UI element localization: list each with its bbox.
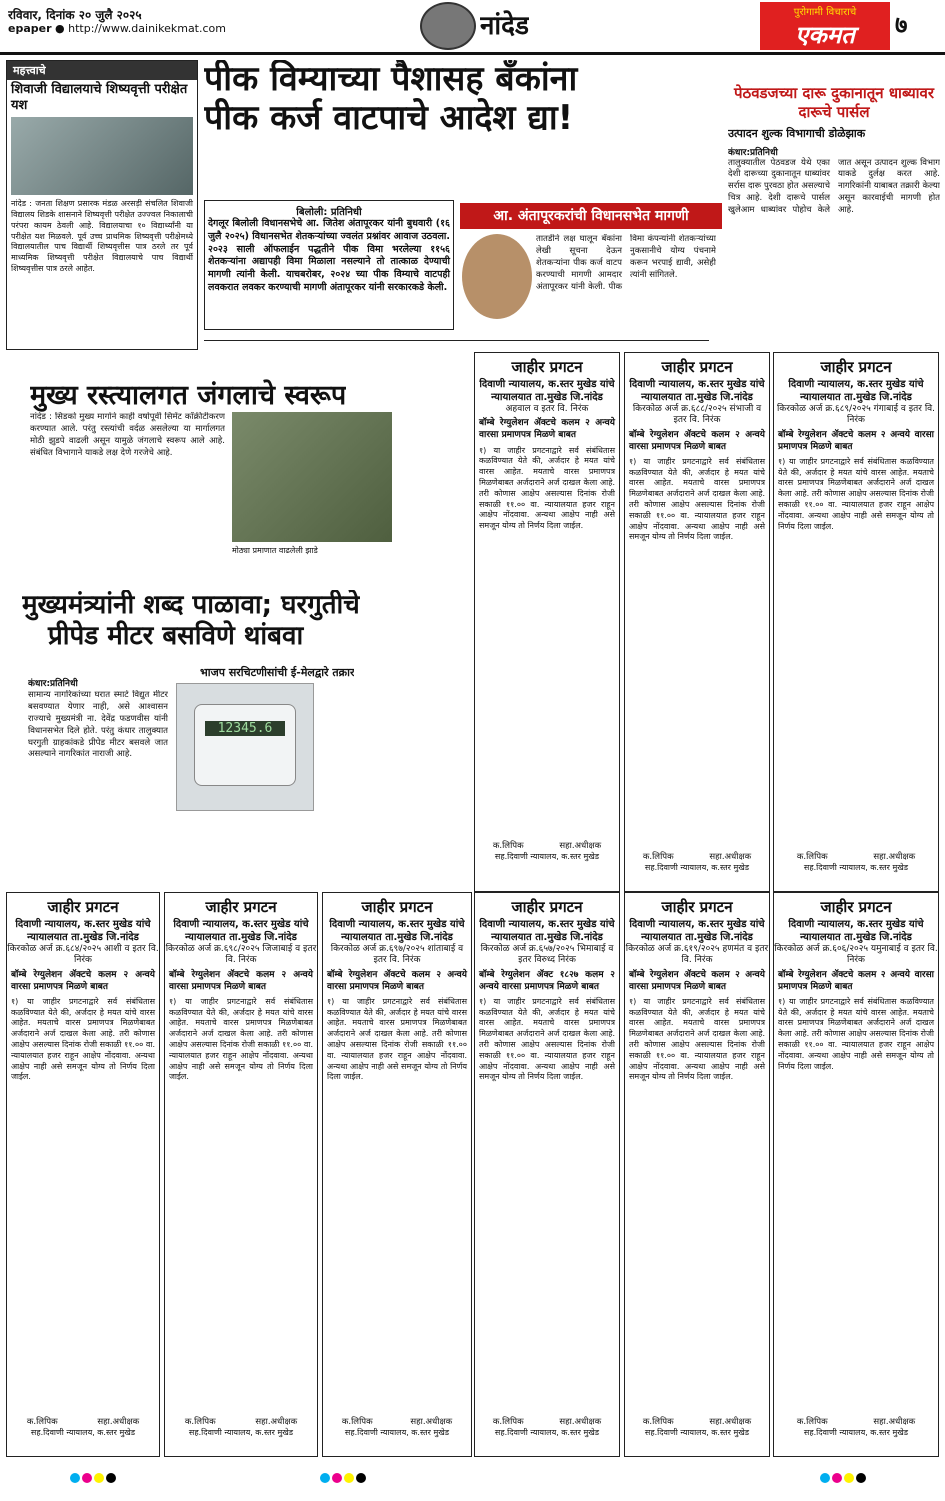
court-notice xyxy=(773,352,939,892)
notice-court: दिवाणी न्यायालय, क.स्तर मुखेड यांचे न्यायालयात ता.मुखेड जि.नांदेड xyxy=(629,919,765,943)
epaper-line: epaper ● http://www.dainikekmat.com xyxy=(8,22,226,35)
notice-court: दिवाणी न्यायालय, क.स्तर मुखेड यांचे न्यायालयात ता.मुखेड जि.नांदेड xyxy=(788,379,924,403)
notice-title: जाहीर प्रगटन xyxy=(511,358,583,376)
story2-body: नांदेड : सिडको मुख्य मार्गाने काही वर्षापूर्वी सिमेंट काँक्रीटीकरण करण्यात आले. परंतु रस्त्यांची वर्दळ असलेल्या या मार्गालगत मोठी झुडपे वाढली असून यामुळे जंगलाचे स्वरूप आले आहे. संबंधित विभागाने याकडे लक्ष देणे गरजेचे आहे. xyxy=(30,412,225,458)
masthead-logo xyxy=(760,2,890,50)
notice-court: दिवाणी न्यायालय, क.स्तर मुखेड यांचे न्यायालयात ता.मुखेड जि.नांदेड xyxy=(479,919,615,943)
notice-sig-supt: सहा.अधीक्षक xyxy=(559,840,602,851)
notice-case: किरकोळ अर्ज क्र.६९८/२०२५ जिजाबाई व इतर वि. निरंक xyxy=(165,944,317,966)
notice-sig-supt: सहा.अधीक्षक xyxy=(255,1416,298,1427)
notice-body: १) या जाहीर प्रगटनाद्वारे सर्व संबंधितास कळविण्यात येते की, अर्जदार हे मयत यांचे वारस आहेत. मयताचे वारस प्रमाणपत्र मिळणेबाबत अर्जदाराने अर्ज दाखल केला आहे. तरी कोणास आक्षेप असल्यास दिनांक रोजी सकाळी ११.०० वा. न्यायालयात हजर राहून आक्षेप नोंदवावा. अन्यथा आक्षेप नाही असे समजून योग्य तो निर्णय दिला जाईल. xyxy=(11,996,155,1082)
color-bar-left xyxy=(70,1468,118,1487)
brief-label: महत्त्वाचे xyxy=(7,61,197,80)
mla-photo xyxy=(462,234,532,319)
site-url[interactable]: http://www.dainikekmat.com xyxy=(68,22,226,35)
right-story-byline: कंधार:प्रतिनिधी xyxy=(728,147,778,158)
brief-body: नांदेड : जनता शिक्षण प्रसारक मंडळ अरसड़ी संचलित शिवाजी विद्यालय शिडके शासनाने शिष्यवृत्ती परीक्षेत उज्ज्वल निकालाची परंपरा कायम ठेवली आहे. विद्यालयाचा १० विद्यार्थ्यांनी या परीक्षेत यश मिळवले. पूर्व उच्च प्राथमिक शिष्यवृत्ती परीक्षेमध्ये विद्यालयातील पाच विद्यार्थी शिष्यवृत्तीस पात्र ठरले तर पूर्व माध्यमिक शिष्यवृत्ती परीक्षेत विद्यालयाचे पाच विद्यार्थी शिष्यवृत्तीस पात्र ठरले आहेत. xyxy=(11,199,193,273)
right-story-body: तालुक्यातील पेठवडज येथे एका देशी दारूच्या दुकानातून धाब्यांवर सर्रास दारू पुरवठा होत असल्याचे चित्र आहे. देशी दारूचे पार्सल खुलेआम धाब्यांवर पोहोच केले जात असून उत्पादन शुल्क विभाग याकडे दुर्लक्ष करत आहे. नागरिकांनी याबाबत तक्रारी केल्या असून कारवाईची मागणी होत आहे. xyxy=(728,157,940,216)
notice-case: किरकोळ अर्ज क्र.६८९/२०२५ गंगाबाई व इतर वि. निरंक xyxy=(776,404,936,426)
notice-footer: सह.दिवाणी न्यायालय, क.स्तर मुखेड xyxy=(344,1427,450,1437)
notice-sig-supt: सहा.अधीक्षक xyxy=(559,1416,602,1427)
notice-body: १) या जाहीर प्रगटनाद्वारे सर्व संबंधितास कळविण्यात येते की, अर्जदार हे मयत यांचे वारस आहेत. मयताचे वारस प्रमाणपत्र मिळणेबाबत अर्जदाराने अर्ज दाखल केला आहे. तरी कोणास आक्षेप असल्यास दिनांक रोजी सकाळी ११.०० वा. न्यायालयात हजर राहून आक्षेप नोंदवावा. अन्यथा आक्षेप नाही असे समजून योग्य तो निर्णय दिला जाईल. xyxy=(479,445,615,531)
notice-title: जाहीर प्रगटन xyxy=(820,898,892,916)
notice-heading: बॉम्बे रेग्युलेशन ॲक्टचे कलम २ अन्वये वारसा प्रमाणपत्र मिळणे बाबत xyxy=(169,969,313,992)
court-notice xyxy=(624,892,770,1457)
edition-city: नांदेड xyxy=(480,11,529,41)
notice-case: किरकोळ अर्ज क्र.६०६/२०२५ यमुनाबाई व इतर वि. निरंक xyxy=(774,944,938,966)
court-notice xyxy=(164,892,318,1457)
notice-footer: सह.दिवाणी न्यायालय, क.स्तर मुखेड xyxy=(803,1427,909,1437)
notice-body: १) या जाहीर प्रगटनाद्वारे सर्व संबंधितास कळविण्यात येते की, अर्जदार हे मयत यांचे वारस आहेत. मयताचे वारस प्रमाणपत्र मिळणेबाबत अर्जदाराने अर्ज दाखल केला आहे. तरी कोणास आक्षेप असल्यास दिनांक रोजी सकाळी ११.०० वा. न्यायालयात हजर राहून आक्षेप नोंदवावा. अन्यथा आक्षेप नाही असे समजून योग्य तो निर्णय दिला जाईल. xyxy=(479,996,615,1082)
lead-body: तातडीने लक्ष घालून बँकांना लेखी सूचना देऊन शेतकऱ्यांना पीक कर्ज वाटप करण्याची मागणी आमदार अंतापूरकर यांनी केली. पीक विमा कंपन्यांनी शेतकऱ्यांच्या नुकसानीचे योग्य पंचनामे करून भरपाई द्यावी, असेही त्यांनी सांगितले. xyxy=(536,234,716,292)
notice-heading: बॉम्बे रेग्युलेशन ॲक्टचे कलम २ अन्वये वारसा प्रमाणपत्र मिळणे बाबत xyxy=(778,429,934,452)
notice-sig-clerk: क.लिपिक xyxy=(642,851,674,862)
notice-body: १) या जाहीर प्रगटनाद्वारे सर्व संबंधितास कळविण्यात येते की, अर्जदार हे मयत यांचे वारस आहेत. मयताचे वारस प्रमाणपत्र मिळणेबाबत अर्जदाराने अर्ज दाखल केला आहे. तरी कोणास आक्षेप असल्यास दिनांक रोजी सकाळी ११.०० वा. न्यायालयात हजर राहून आक्षेप नोंदवावा. अन्यथा आक्षेप नाही असे समजून योग्य तो निर्णय दिला जाईल. xyxy=(778,996,934,1071)
lead-tagline: आ. अंतापूरकरांची विधानसभेत मागणी xyxy=(460,203,722,229)
notice-footer: सह.दिवाणी न्यायालय, क.स्तर मुखेड xyxy=(803,862,909,872)
notice-sig-supt: सहा.अधीक्षक xyxy=(709,1416,752,1427)
brief-title: शिवाजी विद्यालयाचे शिष्यवृत्ती परीक्षेत यश xyxy=(11,82,188,113)
notice-title: जाहीर प्रगटन xyxy=(511,898,583,916)
notice-court: दिवाणी न्यायालय, क.स्तर मुखेड यांचे न्यायालयात ता.मुखेड जि.नांदेड xyxy=(479,379,615,403)
electric-meter-photo xyxy=(176,683,314,811)
notice-court: दिवाणी न्यायालय, क.स्तर मुखेड यांचे न्यायालयात ता.मुखेड जि.नांदेड xyxy=(629,379,765,403)
lead-headline xyxy=(204,60,704,138)
notice-case: किरकोळ अर्ज क्र.६८८/२०२५ संभाजी व इतर वि. निरंक xyxy=(632,404,762,426)
story3-title-line1: मुख्यमंत्र्यांनी शब्द पाळावा; घरगुतीचे xyxy=(22,590,360,620)
notice-heading: बॉम्बे रेग्युलेशन ॲक्टचे कलम २ अन्वये वारसा प्रमाणपत्र मिळणे बाबत xyxy=(629,969,765,992)
roadside-bushes-photo xyxy=(232,412,392,542)
notice-title: जाहीर प्रगटन xyxy=(205,898,277,916)
issue-date: रविवार, दिनांक २० जुलै २०२५ xyxy=(8,8,142,22)
story2-caption: मोठ्या प्रमाणात वाढलेली झाडे xyxy=(232,546,318,555)
court-notice xyxy=(474,352,620,892)
meter-display: 12345.6 xyxy=(205,721,285,736)
court-notice xyxy=(773,892,939,1457)
notice-sig-clerk: क.लिपिक xyxy=(796,1416,828,1427)
story3-sub: भाजप सरचिटणीसांची ई-मेलद्वारे तक्रार xyxy=(200,666,355,679)
story2-title: मुख्य रस्त्यालगत जंगलाचे स्वरूप xyxy=(30,380,347,411)
lead-headline-line1: पीक विम्याच्या पैशासह बँकांना xyxy=(204,60,578,99)
notice-heading: बॉम्बे रेग्युलेशन ॲक्ट १८२७ कलम २ अन्वये वारसा प्रमाणपत्र मिळणे बाबत xyxy=(479,969,615,992)
notice-court: दिवाणी न्यायालय, क.स्तर मुखेड यांचे न्यायालयात ता.मुखेड जि.नांदेड xyxy=(173,919,309,943)
notice-title: जाहीर प्रगटन xyxy=(661,898,733,916)
notice-title: जाहीर प्रगटन xyxy=(361,898,433,916)
notice-court: दिवाणी न्यायालय, क.स्तर मुखेड यांचे न्यायालयात ता.मुखेड जि.नांदेड xyxy=(15,919,151,943)
notice-footer: सह.दिवाणी न्यायालय, क.स्तर मुखेड xyxy=(494,851,600,861)
city-emblem-icon xyxy=(420,2,476,50)
notice-sig-clerk: क.लिपिक xyxy=(642,1416,674,1427)
notice-heading: बॉम्बे रेग्युलेशन ॲक्टचे कलम २ अन्वये वारसा प्रमाणपत्र मिळणे बाबत xyxy=(479,418,615,441)
students-photo xyxy=(11,117,193,195)
right-story-title: पेठवडजच्या दारू दुकानातून धाब्यावर दारूचे पार्सल xyxy=(733,84,935,121)
notice-sig-clerk: क.लिपिक xyxy=(796,851,828,862)
notice-body: १) या जाहीर प्रगटनाद्वारे सर्व संबंधितास कळविण्यात येते की, अर्जदार हे मयत यांचे वारस आहेत. मयताचे वारस प्रमाणपत्र मिळणेबाबत अर्जदाराने अर्ज दाखल केला आहे. तरी कोणास आक्षेप असल्यास दिनांक रोजी सकाळी ११.०० वा. न्यायालयात हजर राहून आक्षेप नोंदवावा. अन्यथा आक्षेप नाही असे समजून योग्य तो निर्णय दिला जाईल. xyxy=(327,996,467,1082)
epaper-label: epaper xyxy=(8,22,52,35)
right-story-sub: उत्पादन शुल्क विभागाची डोळेझाक xyxy=(728,126,866,140)
notice-sig-clerk: क.लिपिक xyxy=(492,840,524,851)
notice-title: जाहीर प्रगटन xyxy=(820,358,892,376)
notice-case: किरकोळ अर्ज क्र.६८४/२०२५ आशी व इतर वि. निरंक xyxy=(7,944,159,966)
notice-sig-clerk: क.लिपिक xyxy=(492,1416,524,1427)
lead-intro-text: देगलूर बिलोली विधानसभेचे आ. जितेश अंतापूरकर यांनी बुधवारी (१६ जुलै २०२५) विधानसभेत शेतकऱ्यांच्या ज्वलंत प्रश्नांवर आवाज उठवला. २०२३ साली ऑफलाईन पद्धतीने पीक विमा भरलेल्या ११५६ शेतकऱ्यांना अद्यापही विमा मिळाला नसल्याने तो तात्काळ देण्याची मागणी त्यांनी केली. याचबरोबर, २०२४ च्या पीक विम्याचे वाटपही लवकरात लवकर करण्याची मागणी अंतापूरकर यांनी सरकारकडे केली. xyxy=(208,218,450,294)
notice-case: किरकोळ अर्ज क्र.६१९/२०२५ हणमंत व इतर वि. निरंक xyxy=(625,944,769,966)
divider xyxy=(204,340,709,341)
notice-sig-supt: सहा.अधीक्षक xyxy=(709,851,752,862)
notice-sig-supt: सहा.अधीक्षक xyxy=(410,1416,453,1427)
story3-body: सामान्य नागरिकांच्या घरात स्मार्ट विद्युत मीटर बसवण्यात येणार नाही, असे आश्वासन राज्याचे मुख्यमंत्री ना. देवेंद्र फडणवीस यांनी विधानसभेत दिले होते. परंतु कंधार तालुक्यात घरगुती ग्राहकांकडे प्रीपेड मीटर बसवले जात असल्याने नागरिकांत नाराजी आहे. xyxy=(28,690,168,760)
notice-title: जाहीर प्रगटन xyxy=(661,358,733,376)
right-story xyxy=(728,84,940,363)
story3-title-line2: प्रीपेड मीटर बसविणे थांबवा xyxy=(48,621,304,652)
notice-body: १) या जाहीर प्रगटनाद्वारे सर्व संबंधितास कळविण्यात येते की, अर्जदार हे मयत यांचे वारस आहेत. मयताचे वारस प्रमाणपत्र मिळणेबाबत अर्जदाराने अर्ज दाखल केला आहे. तरी कोणास आक्षेप असल्यास दिनांक रोजी सकाळी ११.०० वा. न्यायालयात हजर राहून आक्षेप नोंदवावा. अन्यथा आक्षेप नाही असे समजून योग्य तो निर्णय दिला जाईल. xyxy=(778,456,934,531)
notice-sig-clerk: क.लिपिक xyxy=(184,1416,216,1427)
notice-sig-supt: सहा.अधीक्षक xyxy=(873,1416,916,1427)
notice-title: जाहीर प्रगटन xyxy=(47,898,119,916)
notice-sig-clerk: क.लिपिक xyxy=(26,1416,58,1427)
notice-footer: सह.दिवाणी न्यायालय, क.स्तर मुखेड xyxy=(644,1427,750,1437)
notice-case: अहवाल व इतर वि. निरंक xyxy=(505,404,589,414)
story3-title xyxy=(22,590,360,652)
notice-body: १) या जाहीर प्रगटनाद्वारे सर्व संबंधितास कळविण्यात येते की, अर्जदार हे मयत यांचे वारस आहेत. मयताचे वारस प्रमाणपत्र मिळणेबाबत अर्जदाराने अर्ज दाखल केला आहे. तरी कोणास आक्षेप असल्यास दिनांक रोजी सकाळी ११.०० वा. न्यायालयात हजर राहून आक्षेप नोंदवावा. अन्यथा आक्षेप नाही असे समजून योग्य तो निर्णय दिला जाईल. xyxy=(629,456,765,542)
brand-name: एकमत xyxy=(795,21,855,49)
notice-heading: बॉम्बे रेग्युलेशन ॲक्टचे कलम २ अन्वये वारसा प्रमाणपत्र मिळणे बाबत xyxy=(11,969,155,992)
notice-body: १) या जाहीर प्रगटनाद्वारे सर्व संबंधितास कळविण्यात येते की, अर्जदार हे मयत यांचे वारस आहेत. मयताचे वारस प्रमाणपत्र मिळणेबाबत अर्जदाराने अर्ज दाखल केला आहे. तरी कोणास आक्षेप असल्यास दिनांक रोजी सकाळी ११.०० वा. न्यायालयात हजर राहून आक्षेप नोंदवावा. अन्यथा आक्षेप नाही असे समजून योग्य तो निर्णय दिला जाईल. xyxy=(169,996,313,1082)
notice-footer: सह.दिवाणी न्यायालय, क.स्तर मुखेड xyxy=(30,1427,136,1437)
color-bar-right xyxy=(820,1468,868,1487)
story3-byline: कंधार:प्रतिनिधी xyxy=(28,679,78,689)
notice-case: किरकोळ अर्ज क्र.६५७/२०२५ भिमाबाई व इतर विरुध्द निरंक xyxy=(480,944,614,966)
court-notice xyxy=(474,892,620,1457)
notice-heading: बॉम्बे रेग्युलेशन ॲक्टचे कलम २ अन्वये वारसा प्रमाणपत्र मिळणे बाबत xyxy=(327,969,467,992)
notice-court: दिवाणी न्यायालय, क.स्तर मुखेड यांचे न्यायालयात ता.मुखेड जि.नांदेड xyxy=(329,919,465,943)
notice-footer: सह.दिवाणी न्यायालय, क.स्तर मुखेड xyxy=(494,1427,600,1437)
header-rule xyxy=(0,52,945,55)
notice-sig-clerk: क.लिपिक xyxy=(341,1416,373,1427)
story2-col xyxy=(398,412,468,552)
notice-sig-supt: सहा.अधीक्षक xyxy=(873,851,916,862)
lead-byline: बिलोली: प्रतिनिधी xyxy=(296,207,362,218)
notice-case: किरकोळ अर्ज क्र.६९७/२०२५ शांताबाई व इतर वि. निरंक xyxy=(330,944,464,966)
notice-heading: बॉम्बे रेग्युलेशन ॲक्टचे कलम २ अन्वये वारसा प्रमाणपत्र मिळणे बाबत xyxy=(778,969,934,992)
court-notice xyxy=(624,352,770,892)
story3-col2 xyxy=(318,676,468,888)
lead-headline-line2: पीक कर्ज वाटपाचे आदेश द्या! xyxy=(204,98,574,139)
notice-heading: बॉम्बे रेग्युलेशन ॲक्टचे कलम २ अन्वये वारसा प्रमाणपत्र मिळणे बाबत xyxy=(629,429,765,452)
court-notice xyxy=(322,892,472,1457)
notice-body: १) या जाहीर प्रगटनाद्वारे सर्व संबंधितास कळविण्यात येते की, अर्जदार हे मयत यांचे वारस आहेत. मयताचे वारस प्रमाणपत्र मिळणेबाबत अर्जदाराने अर्ज दाखल केला आहे. तरी कोणास आक्षेप असल्यास दिनांक रोजी सकाळी ११.०० वा. न्यायालयात हजर राहून आक्षेप नोंदवावा. अन्यथा आक्षेप नाही असे समजून योग्य तो निर्णय दिला जाईल. xyxy=(629,996,765,1082)
notice-court: दिवाणी न्यायालय, क.स्तर मुखेड यांचे न्यायालयात ता.मुखेड जि.नांदेड xyxy=(788,919,924,943)
lead-intro xyxy=(204,200,454,330)
color-bar-mid xyxy=(320,1468,368,1487)
page-number: ७ xyxy=(895,11,908,39)
notice-footer: सह.दिवाणी न्यायालय, क.स्तर मुखेड xyxy=(644,862,750,872)
court-notice xyxy=(6,892,160,1457)
notice-sig-supt: सहा.अधीक्षक xyxy=(97,1416,140,1427)
brief-box xyxy=(6,60,198,350)
brand-tagline: पुरोगामी विचाराचे xyxy=(793,7,857,18)
notice-footer: सह.दिवाणी न्यायालय, क.स्तर मुखेड xyxy=(188,1427,294,1437)
